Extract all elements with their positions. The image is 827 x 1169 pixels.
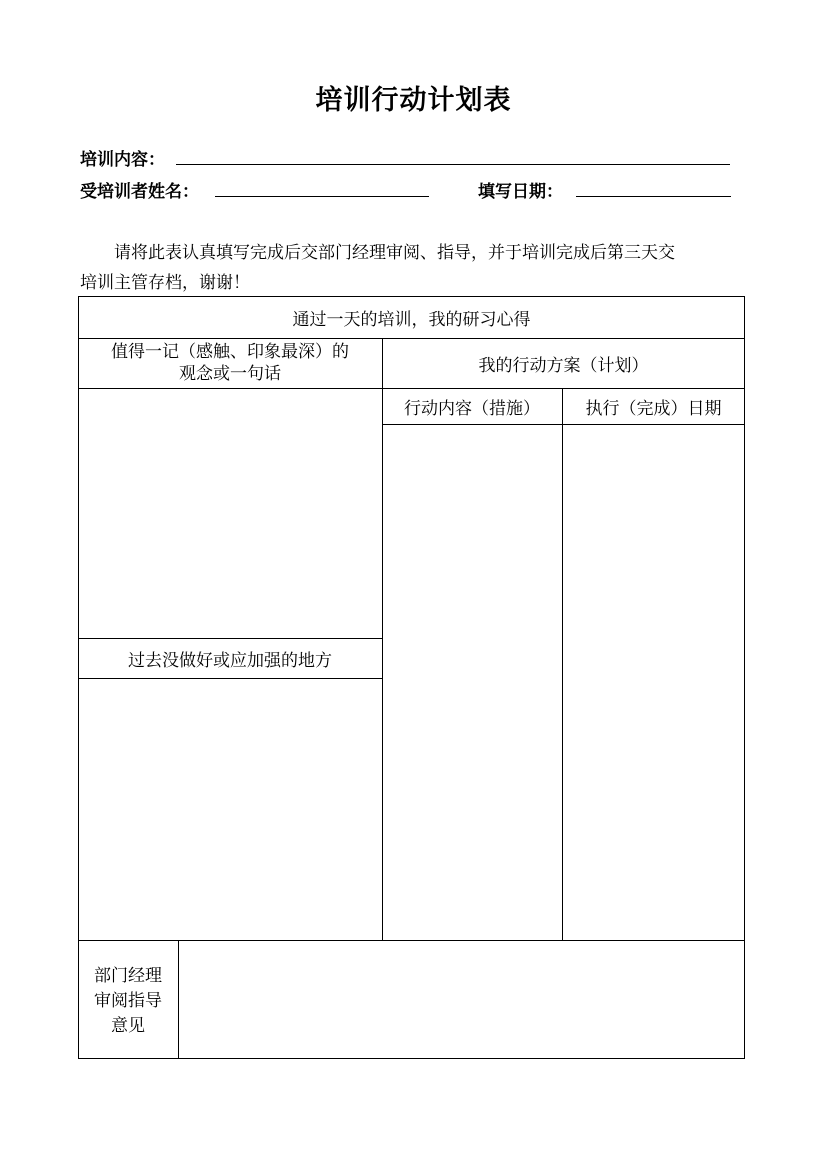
page-title: 培训行动计划表 bbox=[315, 85, 512, 116]
memorable-ideas-header-line1: 值得一记（感触、印象最深）的 bbox=[111, 342, 349, 362]
manager-review-field[interactable] bbox=[179, 941, 744, 1058]
instruction-line-1: 请将此表认真填写完成后交部门经理审阅、指导，并于培训完成后第三天交 bbox=[114, 243, 675, 263]
memorable-ideas-field[interactable] bbox=[79, 389, 381, 637]
fill-date-field[interactable] bbox=[576, 196, 731, 197]
instruction-line-2: 培训主管存档，谢谢！ bbox=[80, 273, 250, 293]
memorable-ideas-header bbox=[78, 341, 382, 385]
action-content-field[interactable] bbox=[383, 425, 561, 939]
manager-review-label-line1: 部门经理 bbox=[94, 966, 162, 986]
training-content-label: 培训内容： bbox=[80, 150, 165, 170]
improvement-field[interactable] bbox=[79, 679, 381, 939]
trainee-name-label: 受培训者姓名： bbox=[80, 182, 199, 202]
completion-date-header: 执行（完成）日期 bbox=[585, 398, 722, 419]
table-header: 通过一天的培训，我的研习心得 bbox=[292, 309, 531, 330]
manager-review-label-line3: 意见 bbox=[111, 1016, 145, 1036]
trainee-name-field[interactable] bbox=[215, 196, 429, 197]
action-plan-header: 我的行动方案（计划） bbox=[478, 355, 649, 376]
improvement-header: 过去没做好或应加强的地方 bbox=[128, 650, 332, 671]
completion-date-field[interactable] bbox=[563, 425, 744, 939]
action-content-header: 行动内容（措施） bbox=[404, 398, 540, 419]
fill-date-label: 填写日期： bbox=[478, 182, 563, 202]
memorable-ideas-header-line2: 观念或一句话 bbox=[179, 364, 281, 384]
training-content-field[interactable] bbox=[176, 164, 730, 165]
manager-review-label bbox=[78, 964, 178, 1039]
manager-review-label-line2: 审阅指导 bbox=[94, 991, 162, 1011]
